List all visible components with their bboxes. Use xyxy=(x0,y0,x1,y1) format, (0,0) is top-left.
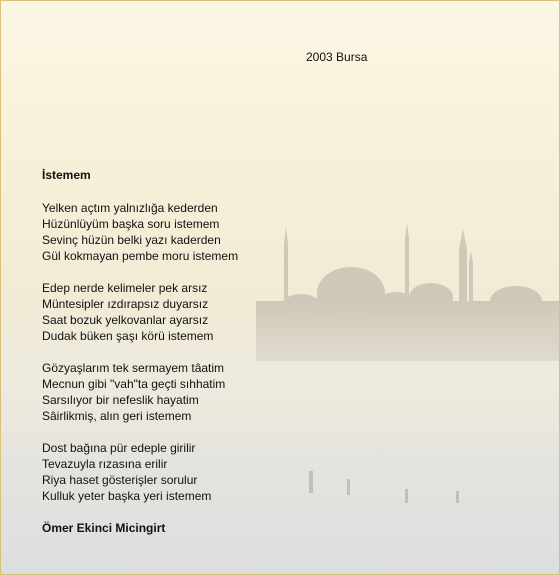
stanza-3 xyxy=(42,360,225,424)
poem-line: Gül kokmayan pembe moru istemem xyxy=(42,249,239,263)
poem-line: Yelken açtım yalnızlığa kederden xyxy=(42,201,218,215)
poem-line: Mecnun gibi "vah"ta geçti sıhhatim xyxy=(42,377,226,391)
poem-line: Sevinç hüzün belki yazı kaderden xyxy=(42,233,221,247)
poem-line: Saat bozuk yelkovanlar ayarsız xyxy=(42,313,209,327)
poem-line: Kulluk yeter başka yeri istemem xyxy=(42,489,212,503)
poem-line: Tevazuyla rızasına erilir xyxy=(42,457,168,471)
date-place: 2003 Bursa xyxy=(306,50,368,64)
poem-line: Sâirlikmiş, alın geri istemem xyxy=(42,409,192,423)
poem-line: Hüzünlüyüm başka soru istemem xyxy=(42,217,220,231)
poem-line: Sarsılıyor bir nefeslik hayatim xyxy=(42,393,199,407)
poem-line: Riya haset gösterişler sorulur xyxy=(42,473,198,487)
stanza-1 xyxy=(42,200,238,264)
poem-line: Müntesipler ızdırapsız duyarsız xyxy=(42,297,209,311)
poem-line: Edep nerde kelimeler pek arsız xyxy=(42,281,208,295)
poem-line: Dost bağına pür edeple girilir xyxy=(42,441,196,455)
poem-line: Dudak büken şaşı körü istemem xyxy=(42,329,214,343)
poem-title: İstemem xyxy=(42,168,91,182)
stanza-4 xyxy=(42,440,211,504)
poem-author: Ömer Ekinci Micingirt xyxy=(42,521,166,535)
stanza-2 xyxy=(42,280,213,344)
poem-line: Gözyaşlarım tek sermayem tâatim xyxy=(42,361,225,375)
